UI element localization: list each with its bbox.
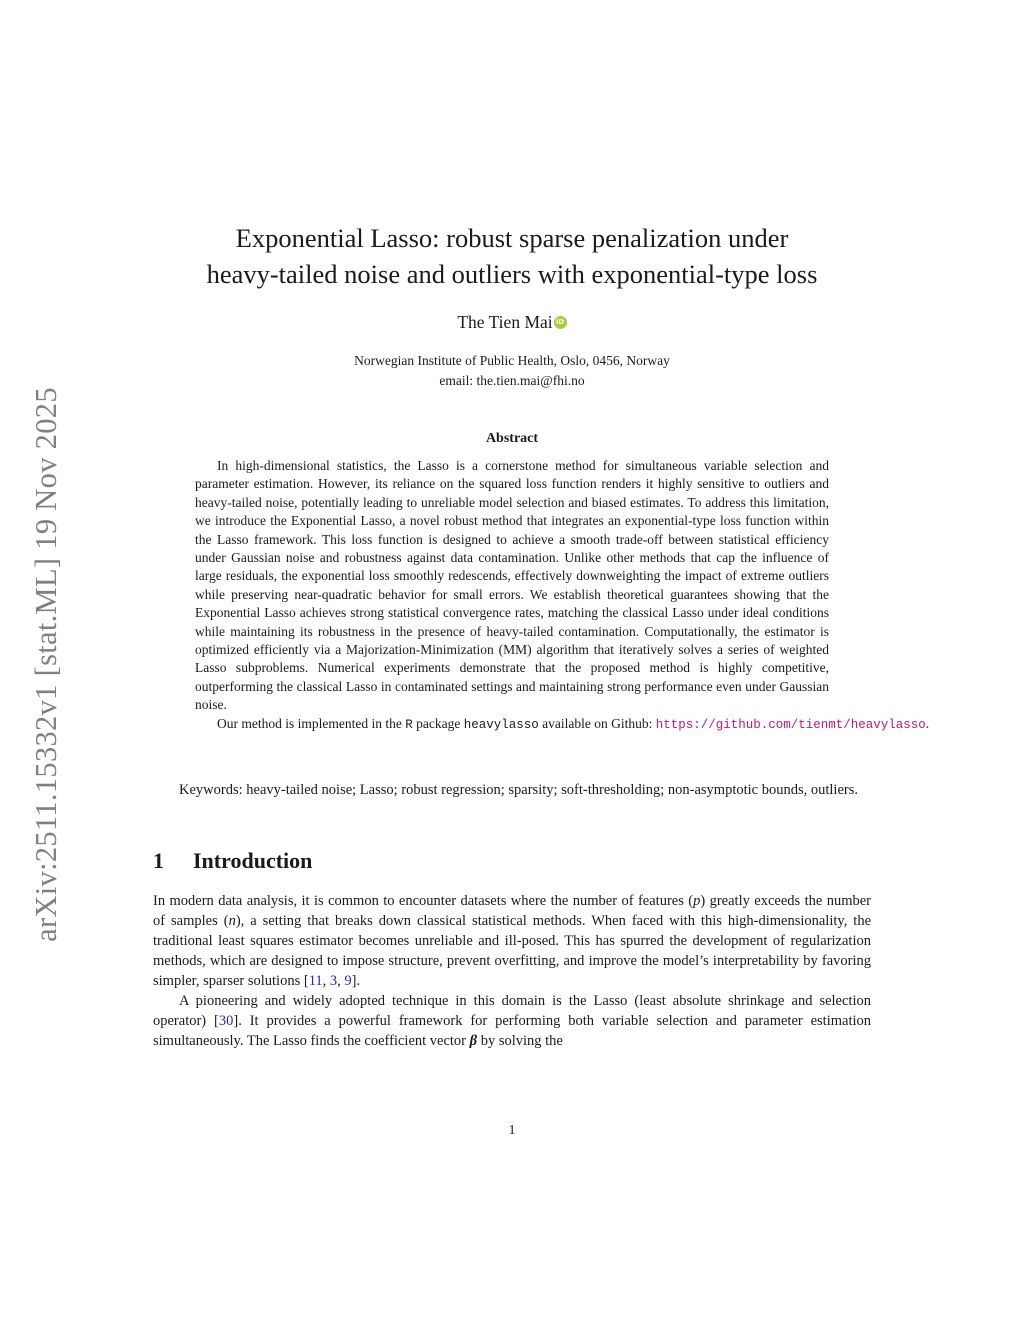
page-number: 1 (508, 1123, 516, 1138)
author-name: The Tien Mai (457, 312, 553, 332)
intro-paragraph-2 (153, 991, 871, 1051)
code-text-mid1: package (412, 715, 464, 731)
code-text-end: . (925, 715, 930, 731)
math-n: n (228, 913, 236, 929)
affiliation-block (140, 351, 884, 391)
abstract-body: In high-dimensional statistics, the Lasso is a cornerstone method for simultaneous variable selection and parameter estimation. However, its reliance on the squared loss function renders it highly sensitive to outliers and heavy-tailed noise, potentially leading to unreliable model selection and biased estimates. To address this limitation, we introduce the Exponential Lasso, a novel robust method that integrates an exponential-type loss function within the Lasso framework. This loss function is designed to achieve a smooth trade-off between statistical efficiency under Gaussian noise and robustness against data contamination. Unlike other methods that cap the influence of large residuals, the exponential loss smoothly redescends, effectively downweighting the impact of extreme outliers while preserving near-quadratic behavior for small errors. We establish theoretical guarantees showing that the Exponential Lasso achieves strong statistical convergence rates, matching the classical Lasso under ideal conditions while maintaining its robustness in the presence of heavy-tailed contamination. Computationally, the estimator is optimized efficiently via a Majorization-Minimization (MM) algorithm that iteratively solves a series of weighted Lasso subproblems. Numerical experiments demonstrate that the proposed method is highly competitive, outperforming the classical Lasso in contaminated settings and maintaining strong performance even under Gaussian noise. (195, 458, 829, 713)
github-link[interactable]: https://github.com/tienmt/heavylasso (655, 717, 926, 732)
affiliation: Norwegian Institute of Public Health, Oslo, 0456, Norway (354, 353, 670, 368)
intro-p2-text-b: ]. It provides a powerful framework for performing both variable selection and parameter estimation simultaneously. The Lasso finds the coefficient vector (153, 1013, 871, 1049)
section-number: 1 (153, 848, 164, 873)
intro-paragraph-1 (153, 891, 871, 991)
orcid-icon[interactable]: iD (554, 316, 567, 329)
citation-link[interactable]: 3 (329, 973, 338, 989)
abstract (195, 457, 930, 734)
author-line (140, 312, 884, 333)
code-text-pre: Our method is implemented in the (217, 715, 406, 731)
citation-separator: , (337, 973, 345, 989)
title-line-1: Exponential Lasso: robust sparse penalization under (235, 223, 789, 253)
arxiv-id-text: arXiv:2511.15332v1 [stat.ML] 19 Nov 2025 (28, 386, 63, 942)
code-availability (195, 715, 930, 734)
introduction-body (153, 891, 871, 1051)
intro-p1-end: ]. (351, 973, 361, 989)
code-text-mid2: available on Github: (538, 715, 656, 731)
citation-link[interactable]: 11 (308, 973, 323, 989)
intro-p1-text-b: ) greatly exceeds the number of samples ( (153, 893, 871, 929)
keywords: Keywords: heavy-tailed noise; Lasso; robust regression; sparsity; soft-thresholding; non-asymptotic bounds, outliers. (179, 782, 858, 798)
paper-title (140, 220, 884, 292)
package-name: heavylasso (463, 717, 539, 732)
math-p: p (693, 893, 701, 909)
intro-p2-text-a: A pioneering and widely adopted technique in this domain is the Lasso (least absolute shrinkage and selection operator) [ (153, 993, 871, 1029)
intro-p2-text-c: by solving the (477, 1033, 563, 1049)
citation-link[interactable]: 9 (344, 973, 352, 989)
citation-link[interactable]: 30 (218, 1013, 234, 1029)
section-heading (153, 848, 873, 874)
citation-separator: , (322, 973, 330, 989)
email: email: the.tien.mai@fhi.no (439, 373, 585, 388)
intro-p1-text-c: ), a setting that breaks down classical statistical methods. When faced with this high-dimensionality, the traditional least squares estimator becomes unreliable and ill-posed. This has spurred the development of regularization methods, which are designed to impose structure, prevent overfitting, and improve the model’s interpretability by favoring simpler, sparser solutions [ (153, 913, 871, 989)
intro-p1-text-a: In modern data analysis, it is common to encounter datasets where the number of features ( (153, 893, 694, 909)
math-beta: β (469, 1033, 478, 1049)
title-line-2: heavy-tailed noise and outliers with exponential-type loss (206, 259, 818, 289)
abstract-heading: Abstract (485, 431, 539, 446)
arxiv-identifier (20, 354, 72, 974)
section-title: Introduction (193, 848, 313, 873)
language-name: R (405, 717, 413, 732)
